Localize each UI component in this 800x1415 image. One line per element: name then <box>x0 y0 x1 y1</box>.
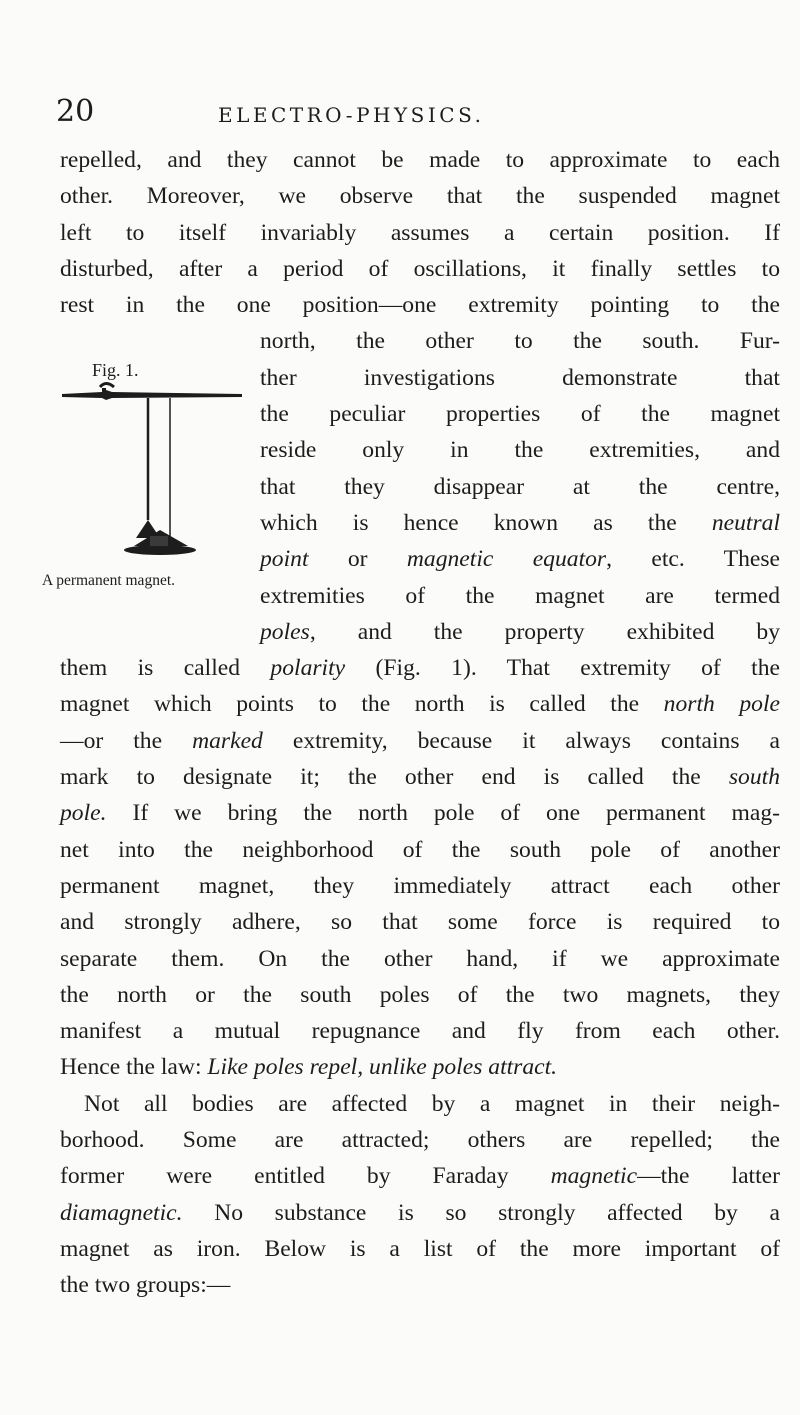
page-number: 20 <box>56 94 95 129</box>
figure-caption: A permanent magnet. <box>42 572 175 589</box>
italic-term: polarity <box>270 655 346 682</box>
italic-term: neutral <box>711 509 780 536</box>
text-run: —or the <box>60 727 193 754</box>
text-run: , etc. These <box>606 546 781 573</box>
italic-term: diamagnetic. <box>60 1199 183 1226</box>
text-run: Hence the law: <box>60 1054 208 1081</box>
text-line: permanent magnet, they immediately attract each other <box>60 872 780 899</box>
text-run: which is hence known as the <box>260 509 712 536</box>
italic-term: magnetic equator <box>406 546 607 573</box>
text-line: north, the other to the south. Fur- <box>260 328 780 355</box>
text-line <box>60 759 780 795</box>
text-line: the north or the south poles of the two magnets, they <box>60 981 780 1008</box>
text-line <box>60 795 780 831</box>
text-run: or <box>308 546 407 573</box>
text-line <box>60 650 780 686</box>
text-run: , and the property exhibited by <box>309 618 780 645</box>
text-line <box>60 1195 780 1231</box>
text-line: rest in the one position—one extremity pointing to the <box>60 292 780 319</box>
text-line: manifest a mutual repugnance and fly from each other. <box>60 1018 780 1045</box>
italic-term: north pole <box>663 691 780 718</box>
text-line <box>60 1158 780 1194</box>
text-line: net into the neighborhood of the south pole of another <box>60 836 780 863</box>
text-line <box>60 1049 780 1085</box>
text-line: borhood. Some are attracted; others are repelled; the <box>60 1127 780 1154</box>
text-line: ther investigations demonstrate that <box>260 364 780 391</box>
text-run: No substance is so strongly affected by a <box>182 1199 780 1226</box>
text-line: the two groups:— <box>60 1272 231 1299</box>
italic-term: pole. <box>60 800 107 827</box>
text-line: disturbed, after a period of oscillations, it finally settles to <box>60 255 780 282</box>
body-text <box>60 142 780 1304</box>
text-line: magnet as iron. Below is a list of the more important of <box>60 1235 780 1262</box>
italic-term: marked <box>192 727 263 754</box>
text-line: and strongly adhere, so that some force is required to <box>60 909 780 936</box>
italic-term: poles <box>260 618 310 645</box>
text-line <box>60 686 780 722</box>
italic-law: Like poles repel, unlike poles attract. <box>207 1054 558 1081</box>
text-run: extremity, because it always contains a <box>262 727 780 754</box>
text-run: If we bring the north pole of one permanent mag- <box>106 800 780 827</box>
text-run: mark to designate it; the other end is called the <box>60 764 701 791</box>
text-line: repelled, and they cannot be made to approximate to each <box>60 147 780 173</box>
text-line: Not all bodies are affected by a magnet in their neigh- <box>84 1090 780 1117</box>
text-run: (Fig. 1). That extremity of the <box>345 655 780 682</box>
figure-label: Fig. 1. <box>92 360 139 380</box>
italic-term: south <box>728 764 780 791</box>
text-line: extremities of the magnet are termed <box>260 582 780 609</box>
text-line: the peculiar properties of the magnet <box>260 401 780 428</box>
text-line <box>260 614 780 650</box>
text-line <box>260 541 780 577</box>
text-run: —the latter <box>637 1163 780 1190</box>
italic-term: point <box>260 546 309 573</box>
text-line: separate them. On the other hand, if we approximate <box>60 945 780 972</box>
text-line: that they disappear at the centre, <box>260 473 780 500</box>
text-run: former were entitled by Faraday <box>60 1163 551 1190</box>
page-header <box>0 92 800 132</box>
text-line: other. Moreover, we observe that the suspended magnet <box>60 183 780 210</box>
text-line <box>260 505 780 541</box>
italic-term: magnetic <box>550 1163 638 1190</box>
running-title: ELECTRO-PHYSICS. <box>218 103 485 127</box>
text-line <box>60 723 780 759</box>
text-run: magnet which points to the north is called the <box>60 691 664 718</box>
text-line: reside only in the extremities, and <box>260 437 780 464</box>
text-run: them is called <box>60 655 271 682</box>
text-line: left to itself invariably assumes a certain position. If <box>60 219 780 246</box>
